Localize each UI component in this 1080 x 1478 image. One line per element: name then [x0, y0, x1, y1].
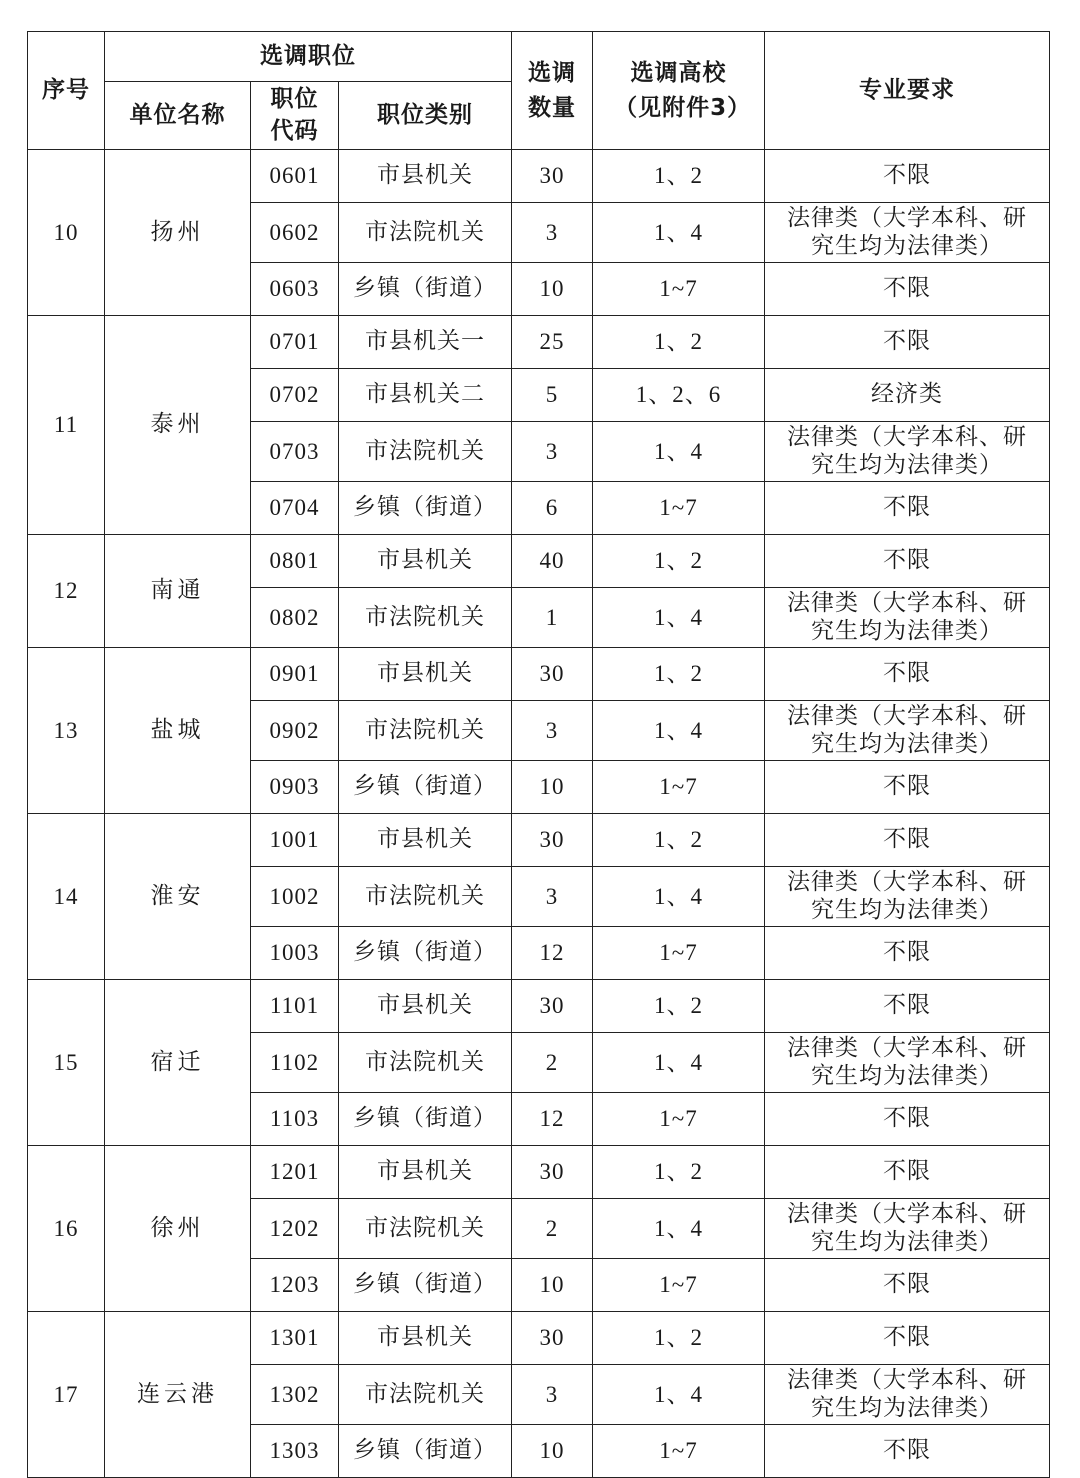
cell-position-category: 乡镇（街道）: [339, 1259, 512, 1312]
cell-position-code: 0801: [251, 535, 339, 588]
header-seq: 序号: [28, 32, 105, 150]
cell-universities: 1、4: [593, 701, 765, 761]
cell-quota: 30: [512, 814, 593, 867]
cell-position-code: 1002: [251, 867, 339, 927]
cell-position-category: 市法院机关: [339, 422, 512, 482]
cell-major-requirement: [765, 588, 1050, 648]
cell-position-code: 0802: [251, 588, 339, 648]
cell-universities: 1~7: [593, 1425, 765, 1478]
cell-major-requirement: [765, 648, 1050, 701]
cell-position-category: 市县机关: [339, 980, 512, 1033]
cell-position-code: 1203: [251, 1259, 339, 1312]
cell-quota: 30: [512, 980, 593, 1033]
cell-major-requirement: [765, 1199, 1050, 1259]
table-row: [28, 150, 1050, 203]
cell-quota: 3: [512, 203, 593, 263]
cell-universities: 1、2: [593, 980, 765, 1033]
cell-position-code: 1302: [251, 1365, 339, 1425]
cell-position-category: 市县机关: [339, 814, 512, 867]
cell-major-requirement: [765, 203, 1050, 263]
cell-universities: 1~7: [593, 927, 765, 980]
cell-seq: 15: [28, 980, 105, 1146]
cell-quota: 2: [512, 1033, 593, 1093]
cell-major-requirement: [765, 263, 1050, 316]
cell-unit-name: 泰州: [105, 316, 251, 535]
cell-major-requirement: [765, 535, 1050, 588]
cell-universities: 1、2: [593, 150, 765, 203]
major-requirement-text: 不限: [883, 660, 932, 687]
table-row: [28, 535, 1050, 588]
cell-quota: 3: [512, 867, 593, 927]
cell-position-code: 0903: [251, 761, 339, 814]
major-requirement-text: 法律类（大学本科、研究生均为法律类）: [787, 423, 1028, 478]
cell-position-category: 市法院机关: [339, 588, 512, 648]
cell-universities: 1、4: [593, 588, 765, 648]
cell-quota: 5: [512, 369, 593, 422]
cell-universities: 1、4: [593, 422, 765, 482]
major-requirement-text: 不限: [883, 328, 932, 355]
cell-major-requirement: [765, 316, 1050, 369]
major-requirement-text: 不限: [883, 1105, 932, 1132]
cell-quota: 30: [512, 648, 593, 701]
cell-unit-name: 淮安: [105, 814, 251, 980]
major-requirement-text: 不限: [883, 773, 932, 800]
cell-quota: 3: [512, 701, 593, 761]
cell-major-requirement: [765, 1259, 1050, 1312]
major-requirement-text: 不限: [883, 939, 932, 966]
cell-major-requirement: [765, 867, 1050, 927]
cell-position-category: 市县机关一: [339, 316, 512, 369]
cell-position-code: 1301: [251, 1312, 339, 1365]
cell-position-category: 市法院机关: [339, 1365, 512, 1425]
cell-position-category: 乡镇（街道）: [339, 927, 512, 980]
cell-quota: 25: [512, 316, 593, 369]
major-requirement-text: 不限: [883, 494, 932, 521]
table-row: [28, 316, 1050, 369]
table-row: [28, 648, 1050, 701]
cell-major-requirement: [765, 1146, 1050, 1199]
cell-position-category: 乡镇（街道）: [339, 761, 512, 814]
cell-universities: 1~7: [593, 1093, 765, 1146]
major-requirement-text: 不限: [883, 275, 932, 302]
cell-position-category: 市法院机关: [339, 1033, 512, 1093]
cell-position-code: 0901: [251, 648, 339, 701]
major-requirement-text: 不限: [883, 1158, 932, 1185]
header-universities-text: 选调高校（见附件3）: [614, 60, 752, 121]
cell-major-requirement: [765, 814, 1050, 867]
cell-position-category: 市县机关: [339, 150, 512, 203]
cell-position-category: 市法院机关: [339, 1199, 512, 1259]
cell-position-code: 0703: [251, 422, 339, 482]
cell-major-requirement: [765, 927, 1050, 980]
cell-position-code: 1001: [251, 814, 339, 867]
cell-seq: 12: [28, 535, 105, 648]
cell-seq: 14: [28, 814, 105, 980]
cell-universities: 1~7: [593, 482, 765, 535]
cell-position-category: 市县机关二: [339, 369, 512, 422]
cell-universities: 1、2、6: [593, 369, 765, 422]
cell-quota: 12: [512, 1093, 593, 1146]
major-requirement-text: 不限: [883, 1324, 932, 1351]
major-requirement-text: 法律类（大学本科、研究生均为法律类）: [787, 1366, 1028, 1421]
cell-position-category: 市县机关: [339, 648, 512, 701]
cell-major-requirement: [765, 1093, 1050, 1146]
major-requirement-text: 法律类（大学本科、研究生均为法律类）: [787, 1200, 1028, 1255]
cell-major-requirement: [765, 369, 1050, 422]
cell-major-requirement: [765, 150, 1050, 203]
cell-unit-name: 宿迁: [105, 980, 251, 1146]
cell-universities: 1~7: [593, 263, 765, 316]
header-universities: [593, 32, 765, 150]
cell-seq: 10: [28, 150, 105, 316]
cell-quota: 1: [512, 588, 593, 648]
cell-major-requirement: [765, 1312, 1050, 1365]
header-position-group: 选调职位: [105, 32, 512, 82]
cell-position-category: 乡镇（街道）: [339, 482, 512, 535]
cell-universities: 1、2: [593, 1146, 765, 1199]
header-quota-text: 选调数量: [528, 60, 577, 121]
cell-position-category: 市法院机关: [339, 867, 512, 927]
cell-seq: 16: [28, 1146, 105, 1312]
cell-universities: 1、4: [593, 1365, 765, 1425]
cell-seq: 13: [28, 648, 105, 814]
cell-unit-name: 徐州: [105, 1146, 251, 1312]
table-header: [28, 32, 1050, 150]
cell-quota: 2: [512, 1199, 593, 1259]
cell-seq: 11: [28, 316, 105, 535]
cell-quota: 10: [512, 761, 593, 814]
cell-major-requirement: [765, 701, 1050, 761]
major-requirement-text: 不限: [883, 162, 932, 189]
cell-position-category: 乡镇（街道）: [339, 1093, 512, 1146]
major-requirement-text: 不限: [883, 826, 932, 853]
cell-position-code: 0902: [251, 701, 339, 761]
cell-quota: 3: [512, 422, 593, 482]
table-row: [28, 980, 1050, 1033]
header-position-code: [251, 82, 339, 150]
cell-major-requirement: [765, 980, 1050, 1033]
cell-position-code: 1102: [251, 1033, 339, 1093]
cell-seq: 17: [28, 1312, 105, 1478]
cell-position-code: 0601: [251, 150, 339, 203]
cell-position-code: 1202: [251, 1199, 339, 1259]
major-requirement-text: 法律类（大学本科、研究生均为法律类）: [787, 868, 1028, 923]
cell-position-code: 0704: [251, 482, 339, 535]
cell-universities: 1、2: [593, 814, 765, 867]
major-requirement-text: 法律类（大学本科、研究生均为法律类）: [787, 1034, 1028, 1089]
cell-position-code: 1103: [251, 1093, 339, 1146]
cell-position-category: 市法院机关: [339, 203, 512, 263]
cell-quota: 3: [512, 1365, 593, 1425]
cell-universities: 1、4: [593, 867, 765, 927]
major-requirement-text: 法律类（大学本科、研究生均为法律类）: [787, 702, 1028, 757]
major-requirement-text: 经济类: [871, 381, 944, 408]
major-requirement-text: 法律类（大学本科、研究生均为法律类）: [787, 589, 1028, 644]
cell-position-code: 1003: [251, 927, 339, 980]
cell-universities: 1、2: [593, 316, 765, 369]
cell-quota: 10: [512, 1259, 593, 1312]
cell-position-code: 0701: [251, 316, 339, 369]
major-requirement-text: 法律类（大学本科、研究生均为法律类）: [787, 204, 1028, 259]
header-unit-name: 单位名称: [105, 82, 251, 150]
cell-quota: 10: [512, 1425, 593, 1478]
header-position-code-text: 职位代码: [270, 86, 319, 144]
cell-major-requirement: [765, 1365, 1050, 1425]
cell-universities: 1、4: [593, 1199, 765, 1259]
cell-quota: 30: [512, 1312, 593, 1365]
cell-position-category: 乡镇（街道）: [339, 263, 512, 316]
cell-universities: 1、2: [593, 535, 765, 588]
header-quota: [512, 32, 593, 150]
cell-unit-name: 盐城: [105, 648, 251, 814]
cell-position-code: 0603: [251, 263, 339, 316]
cell-position-code: 0602: [251, 203, 339, 263]
major-requirement-text: 不限: [883, 547, 932, 574]
cell-universities: 1~7: [593, 761, 765, 814]
table-row: [28, 1146, 1050, 1199]
cell-universities: 1、4: [593, 1033, 765, 1093]
header-position-category: 职位类别: [339, 82, 512, 150]
cell-position-category: 市县机关: [339, 535, 512, 588]
cell-major-requirement: [765, 1033, 1050, 1093]
cell-unit-name: 连云港: [105, 1312, 251, 1478]
table-row: [28, 1312, 1050, 1365]
cell-position-code: 1303: [251, 1425, 339, 1478]
cell-quota: 30: [512, 150, 593, 203]
cell-position-code: 1201: [251, 1146, 339, 1199]
cell-universities: 1~7: [593, 1259, 765, 1312]
cell-quota: 10: [512, 263, 593, 316]
recruitment-table: [27, 31, 1050, 1478]
cell-major-requirement: [765, 761, 1050, 814]
cell-position-category: 市法院机关: [339, 701, 512, 761]
cell-position-code: 1101: [251, 980, 339, 1033]
table-row: [28, 814, 1050, 867]
cell-major-requirement: [765, 422, 1050, 482]
cell-quota: 40: [512, 535, 593, 588]
major-requirement-text: 不限: [883, 992, 932, 1019]
header-major-requirement: 专业要求: [765, 32, 1050, 150]
cell-universities: 1、2: [593, 1312, 765, 1365]
cell-unit-name: 扬州: [105, 150, 251, 316]
table-body: [28, 150, 1050, 1478]
cell-universities: 1、4: [593, 203, 765, 263]
cell-universities: 1、2: [593, 648, 765, 701]
cell-quota: 12: [512, 927, 593, 980]
cell-unit-name: 南通: [105, 535, 251, 648]
major-requirement-text: 不限: [883, 1271, 932, 1298]
cell-major-requirement: [765, 482, 1050, 535]
cell-position-category: 乡镇（街道）: [339, 1425, 512, 1478]
cell-quota: 30: [512, 1146, 593, 1199]
cell-position-category: 市县机关: [339, 1312, 512, 1365]
cell-position-category: 市县机关: [339, 1146, 512, 1199]
cell-quota: 6: [512, 482, 593, 535]
cell-position-code: 0702: [251, 369, 339, 422]
major-requirement-text: 不限: [883, 1437, 932, 1464]
